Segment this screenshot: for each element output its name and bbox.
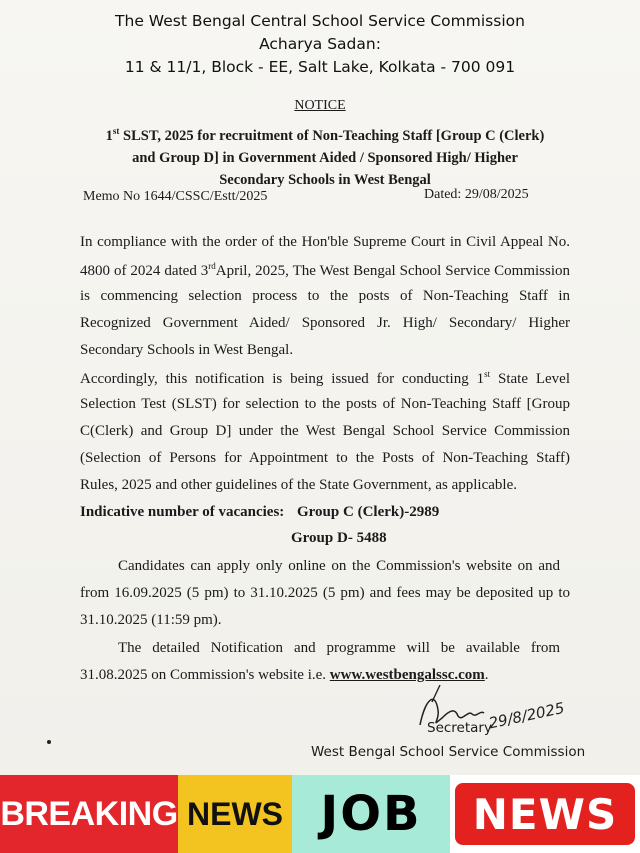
website-link[interactable]: www.westbengalssc.com	[329, 667, 485, 683]
banner-job: JOB	[292, 775, 450, 853]
paragraph-line: (Selection of Persons for Appointment to the Posts of Non-Teaching Staff)	[80, 450, 570, 466]
paragraph-line: Candidates can apply only online on the Commission's website on and	[118, 558, 560, 574]
notice-date: Dated: 29/08/2025	[424, 187, 529, 202]
vacancy-group-d: Group D- 5488	[291, 530, 387, 546]
vacancy-label: Indicative number of vacancies:	[80, 504, 285, 520]
banner-news-pill-container	[450, 775, 640, 853]
header-org: The West Bengal Central School Service Commission	[115, 12, 525, 30]
banner-news: NEWS	[178, 775, 292, 853]
paragraph-line: Rules, 2025 and other guidelines of the State Government, as applicable.	[80, 477, 517, 493]
paragraph-line: from 16.09.2025 (5 pm) to 31.10.2025 (5 pm) and fees may be deposited up to	[80, 585, 570, 601]
signatory-title: Secretary	[427, 720, 492, 736]
banner-news-pill: NEWS	[455, 783, 635, 845]
paragraph-line: The detailed Notification and programme will be available from	[118, 640, 560, 656]
paragraph-line: Recognized Government Aided/ Sponsored Jr. High/ Secondary/ Higher	[80, 315, 570, 331]
header-building: Acharya Sadan:	[259, 35, 381, 53]
notice-title: NOTICE	[294, 98, 346, 113]
signature-date: 29/8/2025	[487, 698, 567, 733]
paragraph-line: In compliance with the order of the Hon'ble Supreme Court in Civil Appeal No.	[80, 234, 570, 250]
banner-breaking: BREAKING	[0, 775, 178, 853]
paragraph-line: 4800 of 2024 dated 3rdApril, 2025, The West Bengal School Service Commission	[80, 261, 571, 279]
header-address: 11 & 11/1, Block - EE, Salt Lake, Kolkata - 700 091	[124, 58, 516, 76]
ink-dot	[47, 740, 51, 744]
paragraph-line: C(Clerk) and Group D] under the West Bengal School Service Commission	[80, 423, 570, 439]
notice-subject: 1st SLST, 2025 for recruitment of Non-Teaching Staff [Group C (Clerk) and Group D] in Government Aided / Sponsored High/ Higher Secondary Schools in West Bengal	[105, 126, 545, 188]
paragraph-line: 31.08.2025 on Commission's website i.e. www.westbengalssc.com.	[80, 667, 489, 683]
vacancy-group-c: Group C (Clerk)-2989	[297, 504, 440, 520]
paragraph-line: Selection Test (SLST) for selection to the posts of Non-Teaching Staff [Group	[80, 396, 570, 412]
signatory-org: West Bengal School Service Commission	[311, 744, 586, 760]
breaking-news-banner	[0, 775, 640, 853]
paragraph-line: Accordingly, this notification is being issued for conducting 1st State Level	[80, 369, 571, 387]
memo-number: Memo No 1644/CSSC/Estt/2025	[83, 189, 268, 204]
paragraph-line: Secondary Schools in West Bengal.	[80, 342, 294, 358]
paragraph-line: 31.10.2025 (11:59 pm).	[80, 612, 222, 628]
paragraph-line: is commencing selection process to the posts of Non-Teaching Staff in	[80, 288, 570, 304]
